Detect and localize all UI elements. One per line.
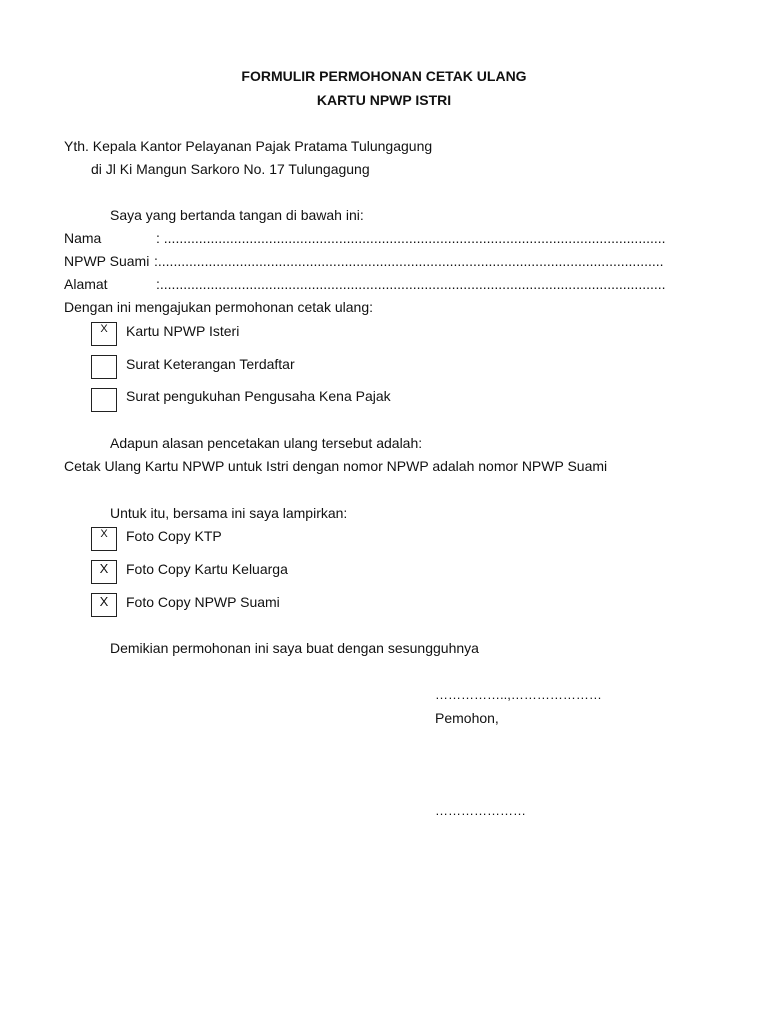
form-subtitle: KARTU NPWP ISTRI bbox=[316, 92, 452, 108]
field-separator: : bbox=[156, 230, 164, 246]
applicant-label: Pemohon, bbox=[435, 710, 499, 726]
field-dots: ................................................................................................................................. bbox=[163, 230, 666, 246]
intro-text: Saya yang bertanda tangan di bawah ini: bbox=[110, 207, 364, 223]
checkbox-kartu-npwp[interactable]: X bbox=[91, 322, 117, 346]
option-label-surat-keterangan: Surat Keterangan Terdaftar bbox=[126, 356, 295, 372]
applicant-name-blank[interactable]: ………………… bbox=[435, 803, 526, 818]
option-label-kartu-npwp: Kartu NPWP Isteri bbox=[126, 323, 240, 339]
field-label-npwp-suami: NPWP Suami bbox=[64, 253, 150, 269]
option-label-surat-pengukuhan: Surat pengukuhan Pengusaha Kena Pajak bbox=[126, 388, 391, 404]
attachment-label-ktp: Foto Copy KTP bbox=[126, 528, 222, 544]
field-npwp-suami-input[interactable] bbox=[154, 252, 664, 270]
checkbox-foto-ktp[interactable]: X bbox=[91, 527, 117, 551]
closing-text: Demikian permohonan ini saya buat dengan sesungguhnya bbox=[110, 640, 479, 656]
reason-intro: Adapun alasan pencetakan ulang tersebut adalah: bbox=[110, 435, 423, 451]
attach-intro: Untuk itu, bersama ini saya lampirkan: bbox=[110, 505, 348, 521]
attachment-label-kk: Foto Copy Kartu Keluarga bbox=[126, 561, 288, 577]
field-label-nama: Nama bbox=[64, 230, 102, 246]
field-dots: .................................................................................................................................. bbox=[159, 276, 666, 292]
addressee-address: di Jl Ki Mangun Sarkoro No. 17 Tulungagung bbox=[91, 161, 370, 177]
checkbox-foto-kk[interactable]: X bbox=[91, 560, 117, 584]
reason-text: Cetak Ulang Kartu NPWP untuk Istri dengan nomor NPWP adalah nomor NPWP Suami bbox=[64, 458, 608, 474]
checkbox-surat-pengukuhan[interactable] bbox=[91, 388, 117, 412]
field-nama-input[interactable] bbox=[156, 229, 666, 247]
field-dots: .................................................................................................................................. bbox=[157, 253, 664, 269]
form-title: FORMULIR PERMOHONAN CETAK ULANG bbox=[241, 68, 527, 84]
field-label-alamat: Alamat bbox=[64, 276, 108, 292]
field-separator: : bbox=[156, 276, 160, 292]
checkbox-surat-keterangan[interactable] bbox=[91, 355, 117, 379]
addressee-line: Yth. Kepala Kantor Pelayanan Pajak Pratama Tulungagung bbox=[64, 138, 433, 154]
attachment-label-npwp: Foto Copy NPWP Suami bbox=[126, 594, 280, 610]
field-separator: : bbox=[154, 253, 158, 269]
place-date-blank[interactable]: ……………..,………………… bbox=[435, 687, 602, 702]
checkbox-foto-npwp[interactable]: X bbox=[91, 593, 117, 617]
field-alamat-input[interactable] bbox=[156, 275, 666, 293]
request-intro: Dengan ini mengajukan permohonan cetak ulang: bbox=[64, 299, 373, 315]
